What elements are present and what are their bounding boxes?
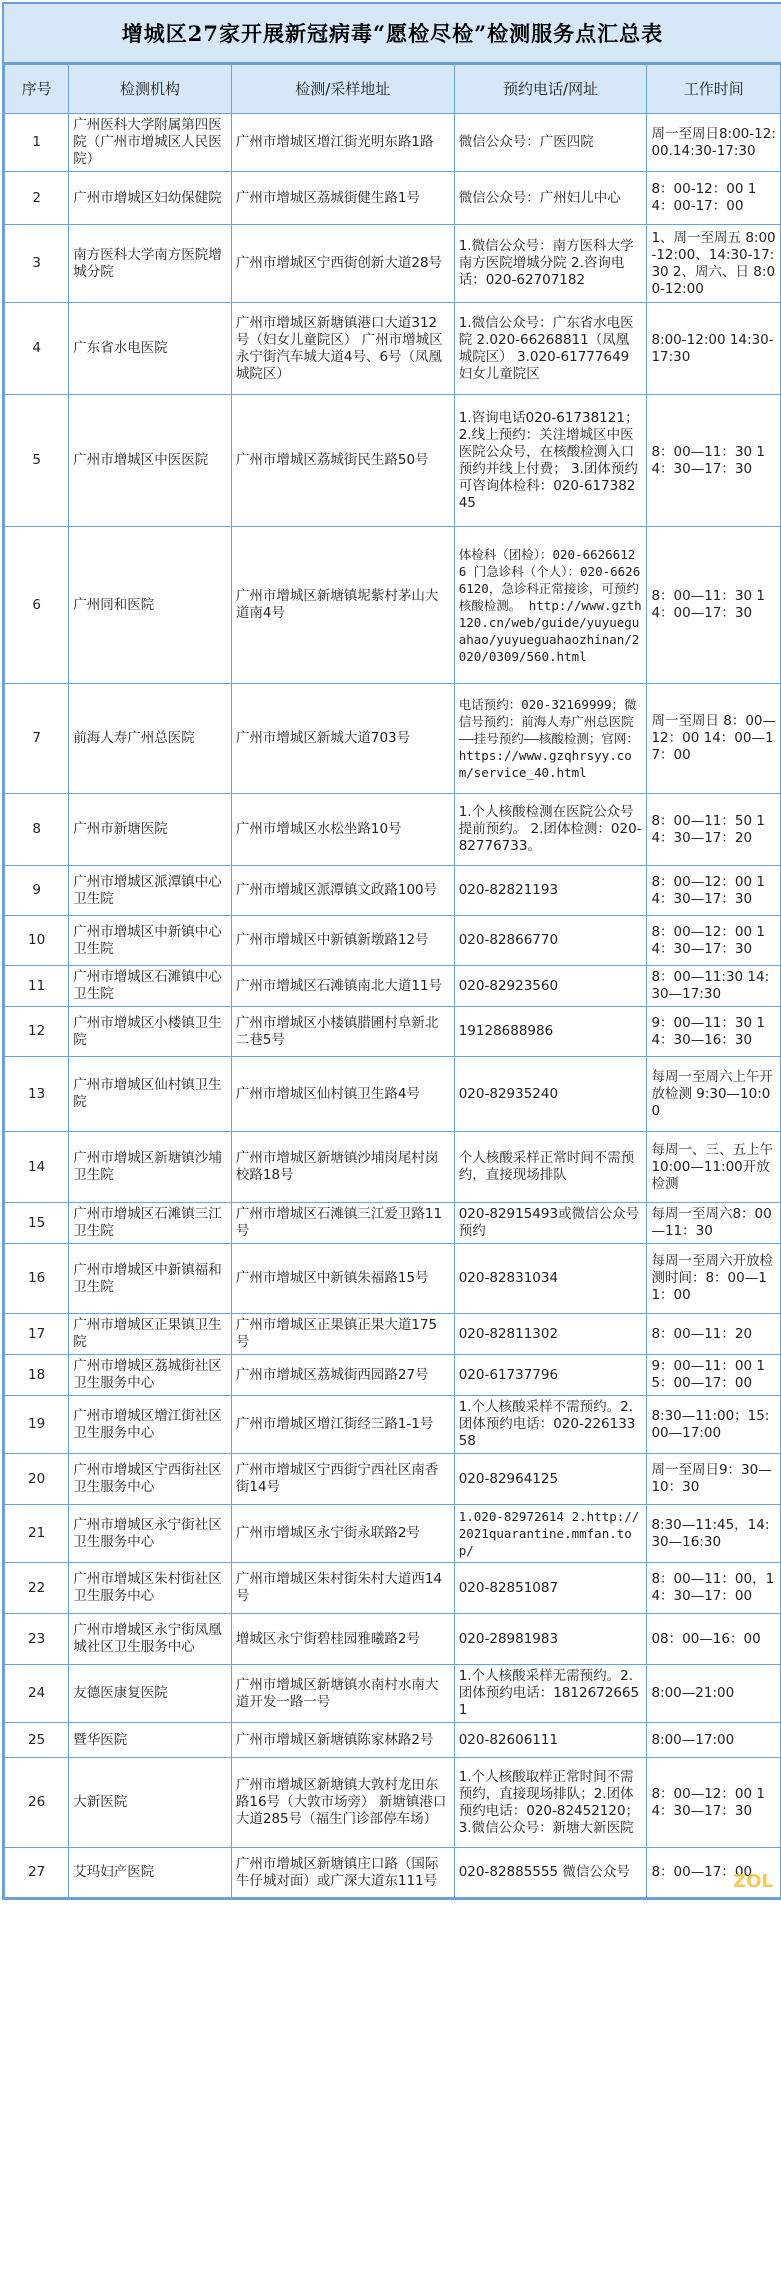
working-hours-cell: 8：00—11：30 14：00—17：30 [647, 527, 781, 684]
working-hours-cell: 1、周一至周五 8:00-12:00、14:30-17:30 2、周六、日 8:00-12:00 [647, 225, 781, 303]
table-row [5, 684, 781, 794]
contact-info-cell: 微信公众号：广医四院 [454, 114, 647, 172]
institution-name-cell: 广州市增城区朱村街社区卫生服务中心 [69, 1563, 232, 1614]
contact-info-cell: 020-82851087 [454, 1563, 647, 1614]
address-cell: 广州市增城区新塘镇沙埔岗尾村岗校路18号 [231, 1132, 454, 1203]
contact-info-cell: 电话预约：020-32169999；微信号预约：前海人寿广州总医院——挂号预约——核酸检测；官网：https://www.gzqhrsyy.com/service_40.html [454, 684, 647, 794]
contact-info-cell: 020-82935240 [454, 1057, 647, 1132]
contact-info-cell: 020-82831034 [454, 1244, 647, 1314]
table-body [5, 114, 781, 1898]
table-row [5, 303, 781, 395]
table-row [5, 1396, 781, 1454]
institution-name-cell: 广东省水电医院 [69, 303, 232, 395]
table-row [5, 1505, 781, 1563]
header-address: 检测/采样地址 [231, 65, 454, 114]
working-hours-cell: 周一至周日 8：00—12：00 14：00—17：00 [647, 684, 781, 794]
row-index-cell: 13 [5, 1057, 69, 1132]
row-index-cell: 5 [5, 395, 69, 527]
address-cell: 广州市增城区增江街经三路1-1号 [231, 1396, 454, 1454]
table-row [5, 1314, 781, 1355]
row-index-cell: 6 [5, 527, 69, 684]
institution-name-cell: 广州同和医院 [69, 527, 232, 684]
row-index-cell: 4 [5, 303, 69, 395]
address-cell: 广州市增城区水松坐路10号 [231, 794, 454, 866]
address-cell: 增城区永宁街碧桂园雅曦路2号 [231, 1614, 454, 1665]
working-hours-cell: 8:00—17:00 [647, 1723, 781, 1758]
institution-name-cell: 广州市增城区石滩镇三江卫生院 [69, 1203, 232, 1244]
address-cell: 广州市增城区中新镇新墩路12号 [231, 916, 454, 966]
row-index-cell: 25 [5, 1723, 69, 1758]
address-cell: 广州市增城区仙村镇卫生路4号 [231, 1057, 454, 1132]
header-contact: 预约电话/网址 [454, 65, 647, 114]
row-index-cell: 19 [5, 1396, 69, 1454]
row-index-cell: 18 [5, 1355, 69, 1396]
header-index: 序号 [5, 65, 69, 114]
table-header-row [5, 65, 781, 114]
contact-info-cell: 微信公众号：广州妇儿中心 [454, 172, 647, 225]
working-hours-cell: 8：00—11：00，14：30—17：00 [647, 1563, 781, 1614]
working-hours-cell: 8：00—12：00 14：30—17：30 [647, 916, 781, 966]
contact-info-cell: 020-82885555 微信公众号 [454, 1848, 647, 1898]
institution-name-cell: 广州市增城区宁西街社区卫生服务中心 [69, 1454, 232, 1505]
contact-info-cell: 1.个人核酸采样无需预约。2.团体预约电话：18126726651 [454, 1665, 647, 1723]
page-title: 增城区27家开展新冠病毒“愿检尽检”检测服务点汇总表 [4, 4, 781, 64]
contact-info-cell: 020-28981983 [454, 1614, 647, 1665]
table-row [5, 1723, 781, 1758]
address-cell: 广州市增城区新塘镇坭紫村茅山大道南4号 [231, 527, 454, 684]
table-row [5, 1355, 781, 1396]
working-hours-cell: 8：00—17：00 [647, 1848, 781, 1898]
table-row [5, 1614, 781, 1665]
contact-info-cell: 1.个人核酸采样不需预约。2.团体预约电话：020-22613358 [454, 1396, 647, 1454]
contact-info-cell: 1.微信公众号：南方医科大学南方医院增城分院 2.咨询电话：020-62707182 [454, 225, 647, 303]
address-cell: 广州市增城区新塘镇港口大道312号（妇女儿童院区） 广州市增城区永宁街汽车城大道4号、6号（凤凰城院区） [231, 303, 454, 395]
institution-name-cell: 广州市增城区中新镇福和卫生院 [69, 1244, 232, 1314]
institution-name-cell: 广州市增城区派潭镇中心卫生院 [69, 866, 232, 916]
table-row [5, 1132, 781, 1203]
institution-name-cell: 广州市增城区永宁街凤凰城社区卫生服务中心 [69, 1614, 232, 1665]
working-hours-cell: 8:00—21:00 [647, 1665, 781, 1723]
working-hours-cell: 08：00—16：00 [647, 1614, 781, 1665]
institution-name-cell: 广州市增城区妇幼保健院 [69, 172, 232, 225]
row-index-cell: 1 [5, 114, 69, 172]
institution-name-cell: 大新医院 [69, 1758, 232, 1848]
address-cell: 广州市增城区朱村街朱村大道西14号 [231, 1563, 454, 1614]
working-hours-cell: 8：00—12：00 14：30—17：30 [647, 866, 781, 916]
address-cell: 广州市增城区增江街光明东路1路 [231, 114, 454, 172]
contact-info-cell: 020-82964125 [454, 1454, 647, 1505]
contact-info-cell: 个人核酸采样正常时间不需预约，直接现场排队 [454, 1132, 647, 1203]
row-index-cell: 11 [5, 966, 69, 1007]
institution-name-cell: 广州市增城区中医医院 [69, 395, 232, 527]
working-hours-cell: 周一至周日9：30—10：30 [647, 1454, 781, 1505]
contact-info-cell: 020-82866770 [454, 916, 647, 966]
row-index-cell: 7 [5, 684, 69, 794]
header-hours: 工作时间 [647, 65, 781, 114]
table-row [5, 1007, 781, 1057]
institution-name-cell: 广州市增城区增江街社区卫生服务中心 [69, 1396, 232, 1454]
institution-name-cell: 广州医科大学附属第四医院（广州市增城区人民医院） [69, 114, 232, 172]
table-row [5, 1454, 781, 1505]
table-row [5, 866, 781, 916]
address-cell: 广州市增城区小楼镇腊圃村阜新北二巷5号 [231, 1007, 454, 1057]
contact-info-cell: 1.咨询电话020-61738121； 2.线上预约：关注增城区中医医院公众号，在核酸检测入口预约并线上付费； 3.团体预约可咨询体检科：020-61738245 [454, 395, 647, 527]
address-cell: 广州市增城区石滩镇南北大道11号 [231, 966, 454, 1007]
address-cell: 广州市增城区中新镇朱福路15号 [231, 1244, 454, 1314]
address-cell: 广州市增城区宁西街宁西社区南香街14号 [231, 1454, 454, 1505]
row-index-cell: 26 [5, 1758, 69, 1848]
contact-info-cell: 020-82915493或微信公众号预约 [454, 1203, 647, 1244]
working-hours-cell: 8：00—11：50 14：30—17：20 [647, 794, 781, 866]
watermark-logo: ZOL [733, 1871, 773, 1892]
header-institution: 检测机构 [69, 65, 232, 114]
institution-name-cell: 广州市增城区正果镇卫生院 [69, 1314, 232, 1355]
working-hours-cell: 每周一、三、五上午 10:00—11:00开放检测 [647, 1132, 781, 1203]
address-cell: 广州市增城区石滩镇三江爱卫路11号 [231, 1203, 454, 1244]
row-index-cell: 8 [5, 794, 69, 866]
contact-info-cell: 1.微信公众号：广东省水电医院 2.020-66268811（凤凰城院区） 3.020-61777649妇女儿童院区 [454, 303, 647, 395]
table-row [5, 225, 781, 303]
row-index-cell: 23 [5, 1614, 69, 1665]
working-hours-cell: 8：00-12：00 14：00-17：00 [647, 172, 781, 225]
table-row [5, 527, 781, 684]
table-row [5, 1244, 781, 1314]
table-row [5, 1758, 781, 1848]
contact-info-cell: 020-82821193 [454, 866, 647, 916]
institution-name-cell: 南方医科大学南方医院增城分院 [69, 225, 232, 303]
row-index-cell: 24 [5, 1665, 69, 1723]
institution-name-cell: 前海人寿广州总医院 [69, 684, 232, 794]
contact-info-cell: 1.个人核酸检测在医院公众号提前预约。 2.团体检测：020-82776733。 [454, 794, 647, 866]
institution-name-cell: 广州市增城区石滩镇中心卫生院 [69, 966, 232, 1007]
working-hours-cell: 8:30—11:45，14:30—16:30 [647, 1505, 781, 1563]
table-row [5, 1057, 781, 1132]
working-hours-cell: 9：00—11：30 14：30—16：30 [647, 1007, 781, 1057]
table-row [5, 916, 781, 966]
table-row [5, 395, 781, 527]
working-hours-cell: 8:30—11:00；15:00—17:00 [647, 1396, 781, 1454]
table-row [5, 172, 781, 225]
working-hours-cell: 8：00—11：30 14：30—17：30 [647, 395, 781, 527]
contact-info-cell: 1.020-82972614 2.http://2021quarantine.mmfan.top/ [454, 1505, 647, 1563]
working-hours-cell: 9：00—11：00 15：00—17：00 [647, 1355, 781, 1396]
address-cell: 广州市增城区荔城街西园路27号 [231, 1355, 454, 1396]
institution-name-cell: 广州市增城区永宁街社区卫生服务中心 [69, 1505, 232, 1563]
institution-name-cell: 广州市增城区荔城街社区卫生服务中心 [69, 1355, 232, 1396]
address-cell: 广州市增城区新塘镇陈家林路2号 [231, 1723, 454, 1758]
contact-info-cell: 1.个人核酸取样正常时间不需预约，直接现场排队；2.团体预约电话：020-82452120；3.微信公众号：新塘大新医院 [454, 1758, 647, 1848]
working-hours-cell: 每周一至周六上午开放检测 9:30—10:00 [647, 1057, 781, 1132]
institution-name-cell: 广州市新塘医院 [69, 794, 232, 866]
institution-name-cell: 广州市增城区小楼镇卫生院 [69, 1007, 232, 1057]
table-row [5, 114, 781, 172]
address-cell: 广州市增城区宁西街创新大道28号 [231, 225, 454, 303]
contact-info-cell: 020-82606111 [454, 1723, 647, 1758]
contact-info-cell: 020-82811302 [454, 1314, 647, 1355]
row-index-cell: 16 [5, 1244, 69, 1314]
working-hours-cell: 8：00—11:30 14:30—17:30 [647, 966, 781, 1007]
table-row [5, 1203, 781, 1244]
contact-info-cell: 19128688986 [454, 1007, 647, 1057]
row-index-cell: 15 [5, 1203, 69, 1244]
address-cell: 广州市增城区正果镇正果大道175号 [231, 1314, 454, 1355]
address-cell: 广州市增城区永宁街永联路2号 [231, 1505, 454, 1563]
working-hours-cell: 每周一至周六开放检测时间：8：00—11：00 [647, 1244, 781, 1314]
row-index-cell: 9 [5, 866, 69, 916]
contact-info-cell: 020-61737796 [454, 1355, 647, 1396]
address-cell: 广州市增城区新塘镇大敦村龙田东路16号（大敦市场旁） 新塘镇港口大道285号（福生门诊部停车场） [231, 1758, 454, 1848]
address-cell: 广州市增城区新塘镇庄口路（国际牛仔城对面）或广深大道东111号 [231, 1848, 454, 1898]
row-index-cell: 2 [5, 172, 69, 225]
working-hours-cell: 每周一至周六8：00—11：30 [647, 1203, 781, 1244]
row-index-cell: 17 [5, 1314, 69, 1355]
institution-name-cell: 广州市增城区中新镇中心卫生院 [69, 916, 232, 966]
row-index-cell: 12 [5, 1007, 69, 1057]
working-hours-cell: 周一至周日8:00-12:00.14:30-17:30 [647, 114, 781, 172]
table-row [5, 1848, 781, 1898]
row-index-cell: 3 [5, 225, 69, 303]
row-index-cell: 20 [5, 1454, 69, 1505]
address-cell: 广州市增城区新城大道703号 [231, 684, 454, 794]
institution-name-cell: 暨华医院 [69, 1723, 232, 1758]
address-cell: 广州市增城区新塘镇水南村水南大道开发一路一号 [231, 1665, 454, 1723]
address-cell: 广州市增城区荔城街民生路50号 [231, 395, 454, 527]
working-hours-cell: 8:00-12:00 14:30-17:30 [647, 303, 781, 395]
row-index-cell: 10 [5, 916, 69, 966]
table-row [5, 1563, 781, 1614]
working-hours-cell: 8：00—12：00 14：30—17：30 [647, 1758, 781, 1848]
service-point-table [4, 64, 781, 1898]
contact-info-cell: 体检科（团检）：020-66266126 门急诊科（个人）：020-66266120，急诊科正常接诊，可预约核酸检测。 http://www.gzth120.cn/web/guide/yuyueguahao/yuyueguahaozhinan/2020/0309/560.html [454, 527, 647, 684]
institution-name-cell: 广州市增城区仙村镇卫生院 [69, 1057, 232, 1132]
row-index-cell: 22 [5, 1563, 69, 1614]
table-row [5, 1665, 781, 1723]
table-row [5, 966, 781, 1007]
table-row [5, 794, 781, 866]
institution-name-cell: 艾玛妇产医院 [69, 1848, 232, 1898]
address-cell: 广州市增城区荔城街健生路1号 [231, 172, 454, 225]
working-hours-cell: 8：00—11：20 [647, 1314, 781, 1355]
institution-name-cell: 友德医康复医院 [69, 1665, 232, 1723]
row-index-cell: 21 [5, 1505, 69, 1563]
address-cell: 广州市增城区派潭镇文政路100号 [231, 866, 454, 916]
row-index-cell: 27 [5, 1848, 69, 1898]
summary-sheet [2, 2, 781, 1900]
institution-name-cell: 广州市增城区新塘镇沙埔卫生院 [69, 1132, 232, 1203]
contact-info-cell: 020-82923560 [454, 966, 647, 1007]
row-index-cell: 14 [5, 1132, 69, 1203]
